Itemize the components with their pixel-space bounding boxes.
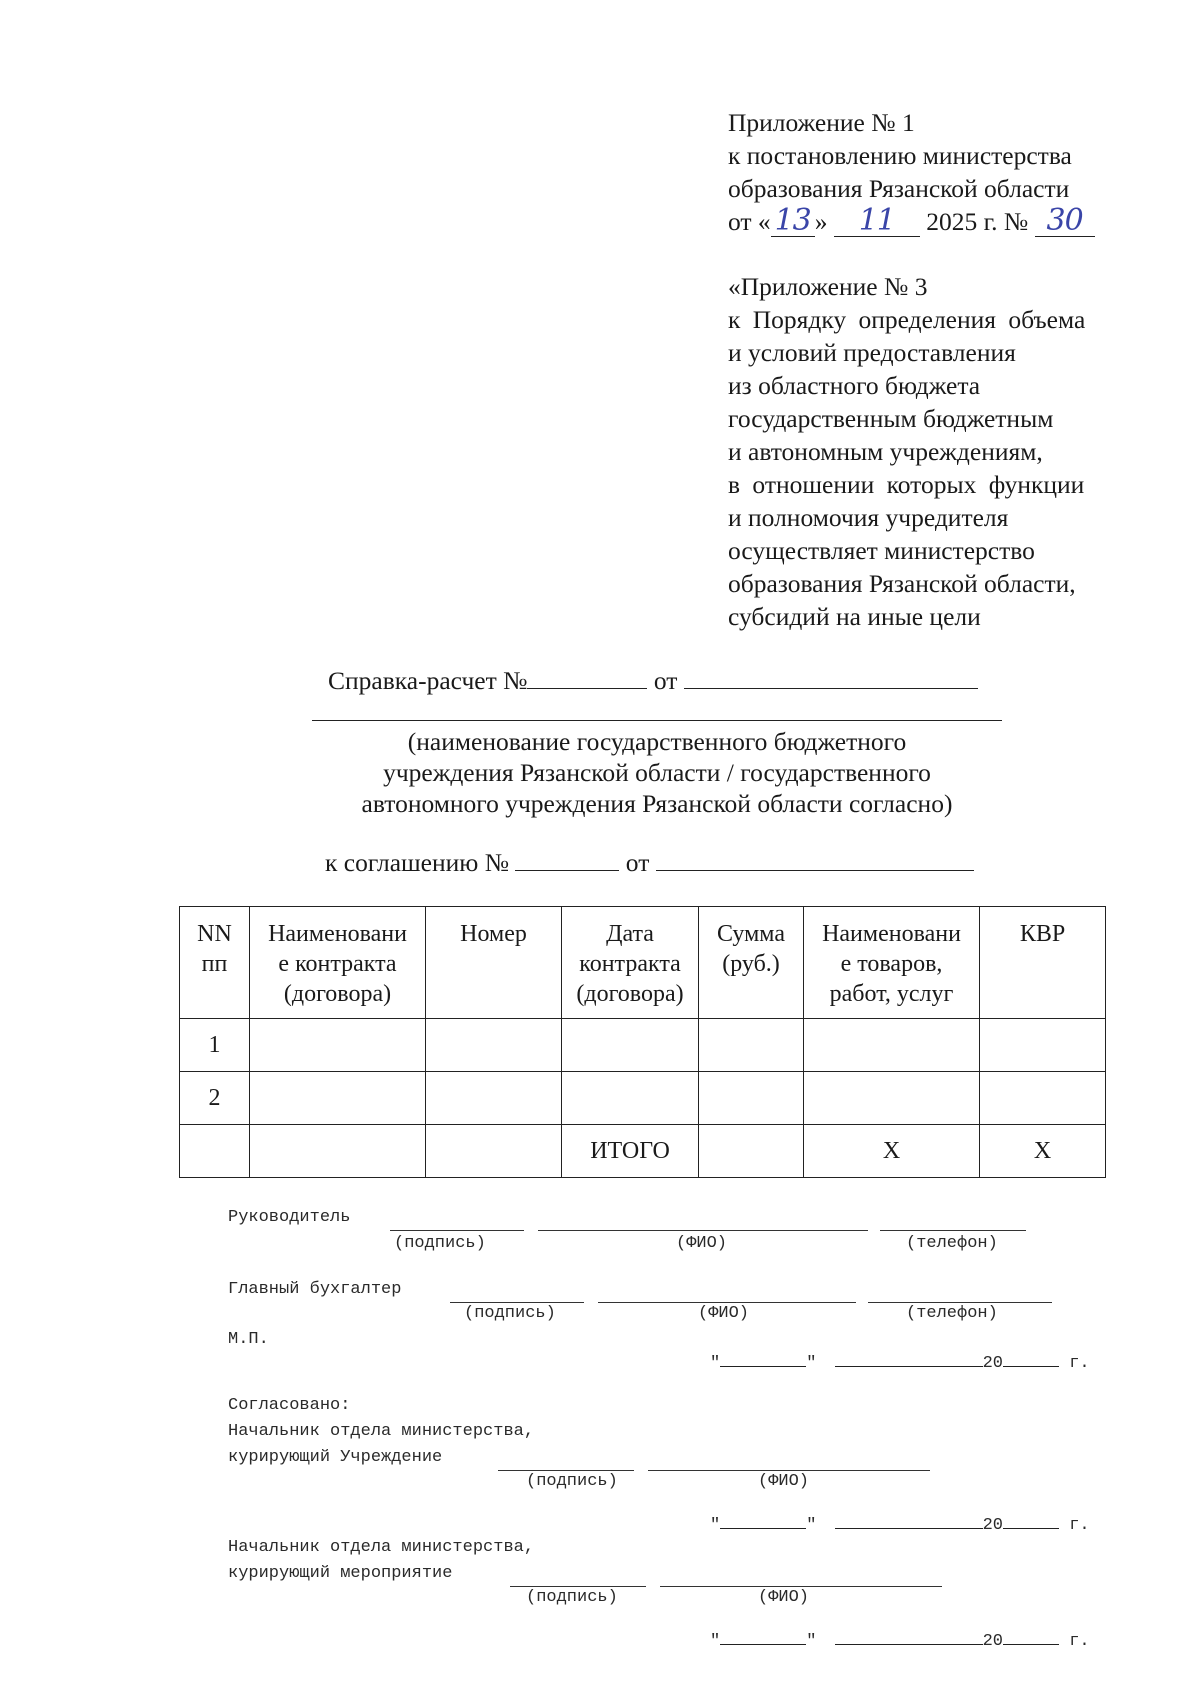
col-header-number: [426, 907, 562, 1019]
table-cell[interactable]: [250, 1019, 426, 1072]
head-sign-caption: (подпись): [394, 1234, 486, 1253]
chief-fio-line[interactable]: [598, 1302, 856, 1303]
date-1-year-prefix: 20: [982, 1354, 1004, 1373]
col-header-kvr: [980, 907, 1106, 1019]
date-2-year-prefix: 20: [982, 1516, 1004, 1535]
dept-head-2-line2: курирующий мероприятие: [228, 1564, 453, 1583]
head-phone-caption: (телефон): [906, 1234, 998, 1253]
stamp-label: М.П.: [228, 1330, 269, 1349]
appendix-3-line-2: [728, 303, 1128, 336]
agreement-label: к соглашению №: [325, 848, 510, 877]
table-cell[interactable]: [980, 1072, 1106, 1125]
table-row: [180, 1072, 1106, 1125]
agreed-label: Согласовано:: [228, 1396, 351, 1415]
total-label-cell: ИТОГО: [562, 1125, 699, 1178]
table-cell[interactable]: [250, 1072, 426, 1125]
appendix-1-title: Приложение № 1: [728, 108, 915, 137]
chief-fio-caption: (ФИО): [698, 1304, 750, 1323]
date-3-year-prefix: 20: [982, 1632, 1004, 1651]
col-header-goods-name-2: е товаров,: [840, 951, 943, 977]
col-header-sum-2: (руб.): [722, 951, 780, 977]
table-total-row: [180, 1125, 1106, 1178]
head-fio-line[interactable]: [538, 1230, 868, 1231]
spravka-number-blank[interactable]: [527, 664, 647, 689]
institution-caption-line-1: (наименование государственного бюджетного: [407, 727, 907, 756]
appendix-3-line-4: из областного бюджета: [728, 371, 981, 400]
col-header-contract-name-2: е контракта: [278, 951, 397, 977]
agreement-line: [325, 846, 974, 878]
agreement-from-label: от: [625, 848, 650, 877]
date-3-year-suffix: г.: [1069, 1632, 1090, 1651]
dept-head-2-sign-caption: (подпись): [526, 1588, 618, 1607]
table-cell[interactable]: [562, 1019, 699, 1072]
col-header-nn-1: NN: [197, 921, 232, 947]
col-header-sum: [699, 907, 804, 1019]
appendix-3-line-8: и полномочия учредителя: [728, 503, 1009, 532]
spravka-title-line: [328, 664, 978, 696]
appendix-3-line-9: осуществляет министерство: [728, 536, 1035, 565]
table-cell: 2: [180, 1072, 250, 1125]
date-prefix: от «: [728, 207, 771, 236]
to-resolution-line: к постановлению министерства: [728, 141, 1072, 170]
total-sum-cell[interactable]: [699, 1125, 804, 1178]
appendix-3-line-3: и условий предоставления: [728, 338, 1016, 367]
institution-caption-line-3: автономного учреждения Рязанской области согласно): [361, 789, 953, 818]
date-year: 2025 г. №: [926, 207, 1029, 236]
col-header-number-1: Номер: [460, 921, 527, 947]
spravka-from-label: от: [653, 666, 678, 695]
dept-head-1-fio-caption: (ФИО): [758, 1472, 810, 1491]
date-1-year-suffix: г.: [1069, 1354, 1090, 1373]
date-3-quote-open: ": [710, 1632, 721, 1651]
chief-phone-caption: (телефон): [906, 1304, 998, 1323]
col-header-nn: [180, 907, 250, 1019]
table-header-row: [180, 907, 1106, 1019]
date-3-month-blank[interactable]: [835, 1628, 983, 1645]
col-header-contract-name: [250, 907, 426, 1019]
head-phone-line[interactable]: [880, 1230, 1026, 1231]
date-day-handwritten: 13: [771, 206, 815, 237]
date-3-quote-close: ": [806, 1632, 817, 1651]
date-2-quote-close: ": [806, 1516, 817, 1535]
date-3-day-blank[interactable]: [720, 1628, 806, 1645]
chief-accountant-label: Главный бухгалтер: [228, 1280, 402, 1299]
head-label: Руководитель: [228, 1208, 351, 1227]
head-fio-caption: (ФИО): [676, 1234, 728, 1253]
col-header-nn-2: пп: [201, 951, 228, 977]
doc-number-handwritten: 30: [1035, 206, 1095, 237]
date-mid: »: [814, 207, 828, 236]
date-2-quote-open: ": [710, 1516, 721, 1535]
dept-head-1-fio-line[interactable]: [648, 1470, 930, 1471]
total-kvr-x-cell: X: [980, 1125, 1106, 1178]
dept-head-2-line1: Начальник отдела министерства,: [228, 1538, 535, 1557]
date-2-day-blank[interactable]: [720, 1512, 806, 1529]
date-1-day-blank[interactable]: [720, 1350, 806, 1367]
dept-head-1-line2: курирующий Учреждение: [228, 1448, 443, 1467]
table-cell[interactable]: [426, 1072, 562, 1125]
col-header-contract-date-3: (договора): [576, 981, 684, 1007]
date-1-year-blank[interactable]: [1003, 1350, 1059, 1367]
table-cell[interactable]: [804, 1072, 980, 1125]
table-row: [180, 1019, 1106, 1072]
table-cell: [426, 1125, 562, 1178]
appendix-3-line-11: субсидий на иные цели: [728, 602, 981, 631]
appendix-3-line-7: в отношении которых функции: [728, 470, 1085, 499]
chief-signature-line[interactable]: [450, 1302, 584, 1303]
col-header-contract-date-1: Дата: [606, 921, 654, 947]
col-header-contract-date: [562, 907, 699, 1019]
date-2-year-blank[interactable]: [1003, 1512, 1059, 1529]
table-cell[interactable]: [699, 1072, 804, 1125]
col-header-goods-name: [804, 907, 980, 1019]
table-cell: 1: [180, 1019, 250, 1072]
col-header-kvr-1: КВР: [1019, 921, 1066, 947]
date-2-year-suffix: г.: [1069, 1516, 1090, 1535]
dept-head-1-signature-line[interactable]: [498, 1470, 634, 1471]
date-number-line: [728, 205, 1095, 238]
appendix-3-line-10: образования Рязанской области,: [728, 569, 1076, 598]
appendix-1-block: [728, 106, 1095, 238]
date-line-2: [710, 1512, 1090, 1535]
dept-head-1-sign-caption: (подпись): [526, 1472, 618, 1491]
institution-caption: [312, 726, 1002, 819]
agreement-date-blank[interactable]: [656, 846, 974, 871]
chief-sign-caption: (подпись): [464, 1304, 556, 1323]
col-header-goods-name-3: работ, услуг: [829, 981, 954, 1007]
col-header-contract-name-3: (договора): [283, 981, 392, 1007]
date-month-handwritten: 11: [834, 206, 920, 237]
date-line-3: [710, 1628, 1090, 1651]
col-header-contract-date-2: контракта: [579, 951, 681, 977]
date-1-quote-open: ": [710, 1354, 721, 1373]
dept-head-2-fio-line[interactable]: [660, 1586, 942, 1587]
spravka-label: Справка-расчет №: [328, 666, 528, 695]
date-3-year-blank[interactable]: [1003, 1628, 1059, 1645]
appendix-3-line-1: «Приложение № 3: [728, 272, 928, 301]
col-header-contract-name-1: Наименовани: [268, 921, 407, 947]
table-cell[interactable]: [426, 1019, 562, 1072]
table-cell[interactable]: [980, 1019, 1106, 1072]
appendix-3-line-6: и автономным учреждениям,: [728, 437, 1043, 466]
dept-head-2-signature-line[interactable]: [510, 1586, 646, 1587]
appendix-3-line-5: государственным бюджетным: [728, 404, 1054, 433]
agreement-number-blank[interactable]: [515, 846, 619, 871]
appendix-3-block: [728, 270, 1128, 633]
table-cell[interactable]: [804, 1019, 980, 1072]
contracts-table: [179, 906, 1106, 1178]
ministry-line: образования Рязанской области: [728, 174, 1070, 203]
chief-phone-line[interactable]: [868, 1302, 1052, 1303]
table-cell[interactable]: [699, 1019, 804, 1072]
col-header-sum-1: Сумма: [717, 921, 785, 947]
col-header-goods-name-1: Наименовани: [822, 921, 961, 947]
date-line-1: [710, 1350, 1090, 1373]
institution-caption-line-2: учреждения Рязанской области / государственного: [383, 758, 931, 787]
table-cell: [250, 1125, 426, 1178]
spravka-date-blank[interactable]: [684, 664, 978, 689]
table-cell: [180, 1125, 250, 1178]
date-1-quote-close: ": [806, 1354, 817, 1373]
date-1-month-blank[interactable]: [835, 1350, 983, 1367]
institution-name-line[interactable]: [312, 720, 1002, 721]
dept-head-1-line1: Начальник отдела министерства,: [228, 1422, 535, 1441]
head-signature-line[interactable]: [390, 1230, 524, 1231]
table-cell[interactable]: [562, 1072, 699, 1125]
appendix-3-line-2-text: к Порядку определения объема: [728, 305, 1086, 334]
dept-head-2-fio-caption: (ФИО): [758, 1588, 810, 1607]
total-goods-x-cell: X: [804, 1125, 980, 1178]
date-2-month-blank[interactable]: [835, 1512, 983, 1529]
